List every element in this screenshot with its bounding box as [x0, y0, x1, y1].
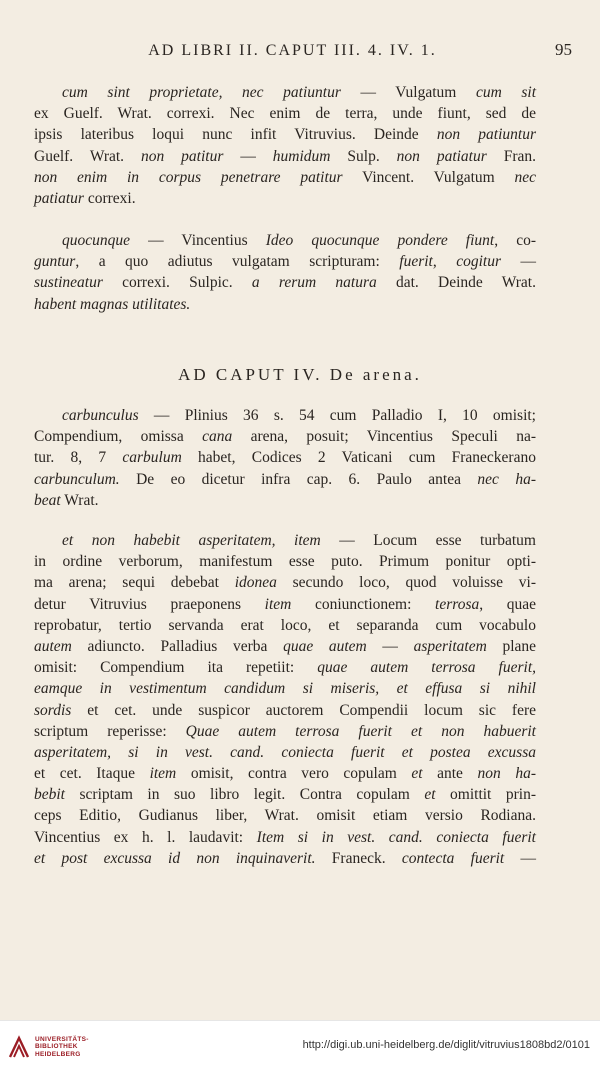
page-header	[30, 40, 572, 60]
library-emblem-icon	[8, 1035, 30, 1059]
paragraph-2: quocunque — Vincentius Ideo quocunque pondere fiunt, co- guntur, a quo adiutus vulgatam scripturam: fuerit, cogitur — sustineatur correxi. Sulpic. a rerum natura dat. Deinde Wrat. habent magnas utilitates.	[34, 232, 536, 313]
section-title: De arena.	[329, 365, 422, 384]
section-heading	[0, 365, 600, 385]
paragraph-3: carbunculus — Plinius 36 s. 54 cum Palladio I, 10 omisit; Compendium, omissa cana arena, posuit; Vincentius Speculi na- tur. 8, 7 carbulum habet, Codices 2 Vaticani cum Franeckerano carbunculum. De eo dicetur infra cap. 6. Paulo antea nec ha- beat Wrat.	[34, 407, 536, 509]
logo-line-1: UNIVERSITÄTS-	[35, 1035, 89, 1043]
logo-line-3: HEIDELBERG	[35, 1050, 81, 1058]
running-head: AD LIBRI II. CAPUT III. 4. IV. 1.	[148, 42, 437, 59]
footer-bar	[0, 1020, 600, 1073]
logo-text	[35, 1036, 89, 1059]
permalink-url[interactable]: http://digi.ub.uni-heidelberg.de/diglit/vitruvius1808bd2/0101	[302, 1039, 590, 1051]
library-logo[interactable]	[8, 1035, 89, 1059]
section-caput: AD CAPUT IV.	[178, 365, 323, 384]
paragraph-4: et non habebit asperitatem, item — Locum esse turbatum in ordine verborum, manifestum esse puto. Primum ponitur opti- ma arena; sequi debebat idonea secundo loco, quod voluisse vi- detur Vitruvius praeponens item coniunctionem: terrosa, quae reprobatur, tertio servanda erat loco, et separanda cum vocabulo autem adiuncto. Palladius verba quae autem — asperitatem plane omisit: Compendium ita repetiit: quae autem terrosa fuerit, eamque in vestimentum candidum si miseris, et effusa si nihil sordis et cet. unde suspicor auctorem Compendii locum sic fere scriptum reperisse: Quae autem terrosa fuerit et non habuerit asperitatem, si in vest. cand. coniecta fuerit et postea excussa et cet. Itaque item omisit, contra vero copulam et ante non ha- bebit scriptam in suo libro legit. Contra copulam et omittit prin- ceps Editio, Gudianus liber, Wrat. omisit etiam versio Rodiana. Vincentius ex h. l. laudavit: Item si in vest. cand. coniecta fuerit et post excussa id non inquinaverit. Franeck. contecta fuerit —	[34, 532, 537, 867]
paragraph-1: cum sint proprietate, nec patiuntur — Vulgatum cum sit ex Guelf. Wrat. correxi. Nec enim de terra, unde fiunt, sed de ipsis lateribus loqui nunc infit Vitruvius. Deinde non patiuntur Guelf. Wrat. non patitur — humidum Sulp. non patiatur Fran. non enim in corpus penetrare patitur Vincent. Vulgatum nec patiatur correxi.	[34, 84, 537, 207]
logo-line-2: BIBLIOTHEK	[35, 1043, 78, 1051]
page-number: 95	[555, 40, 572, 59]
